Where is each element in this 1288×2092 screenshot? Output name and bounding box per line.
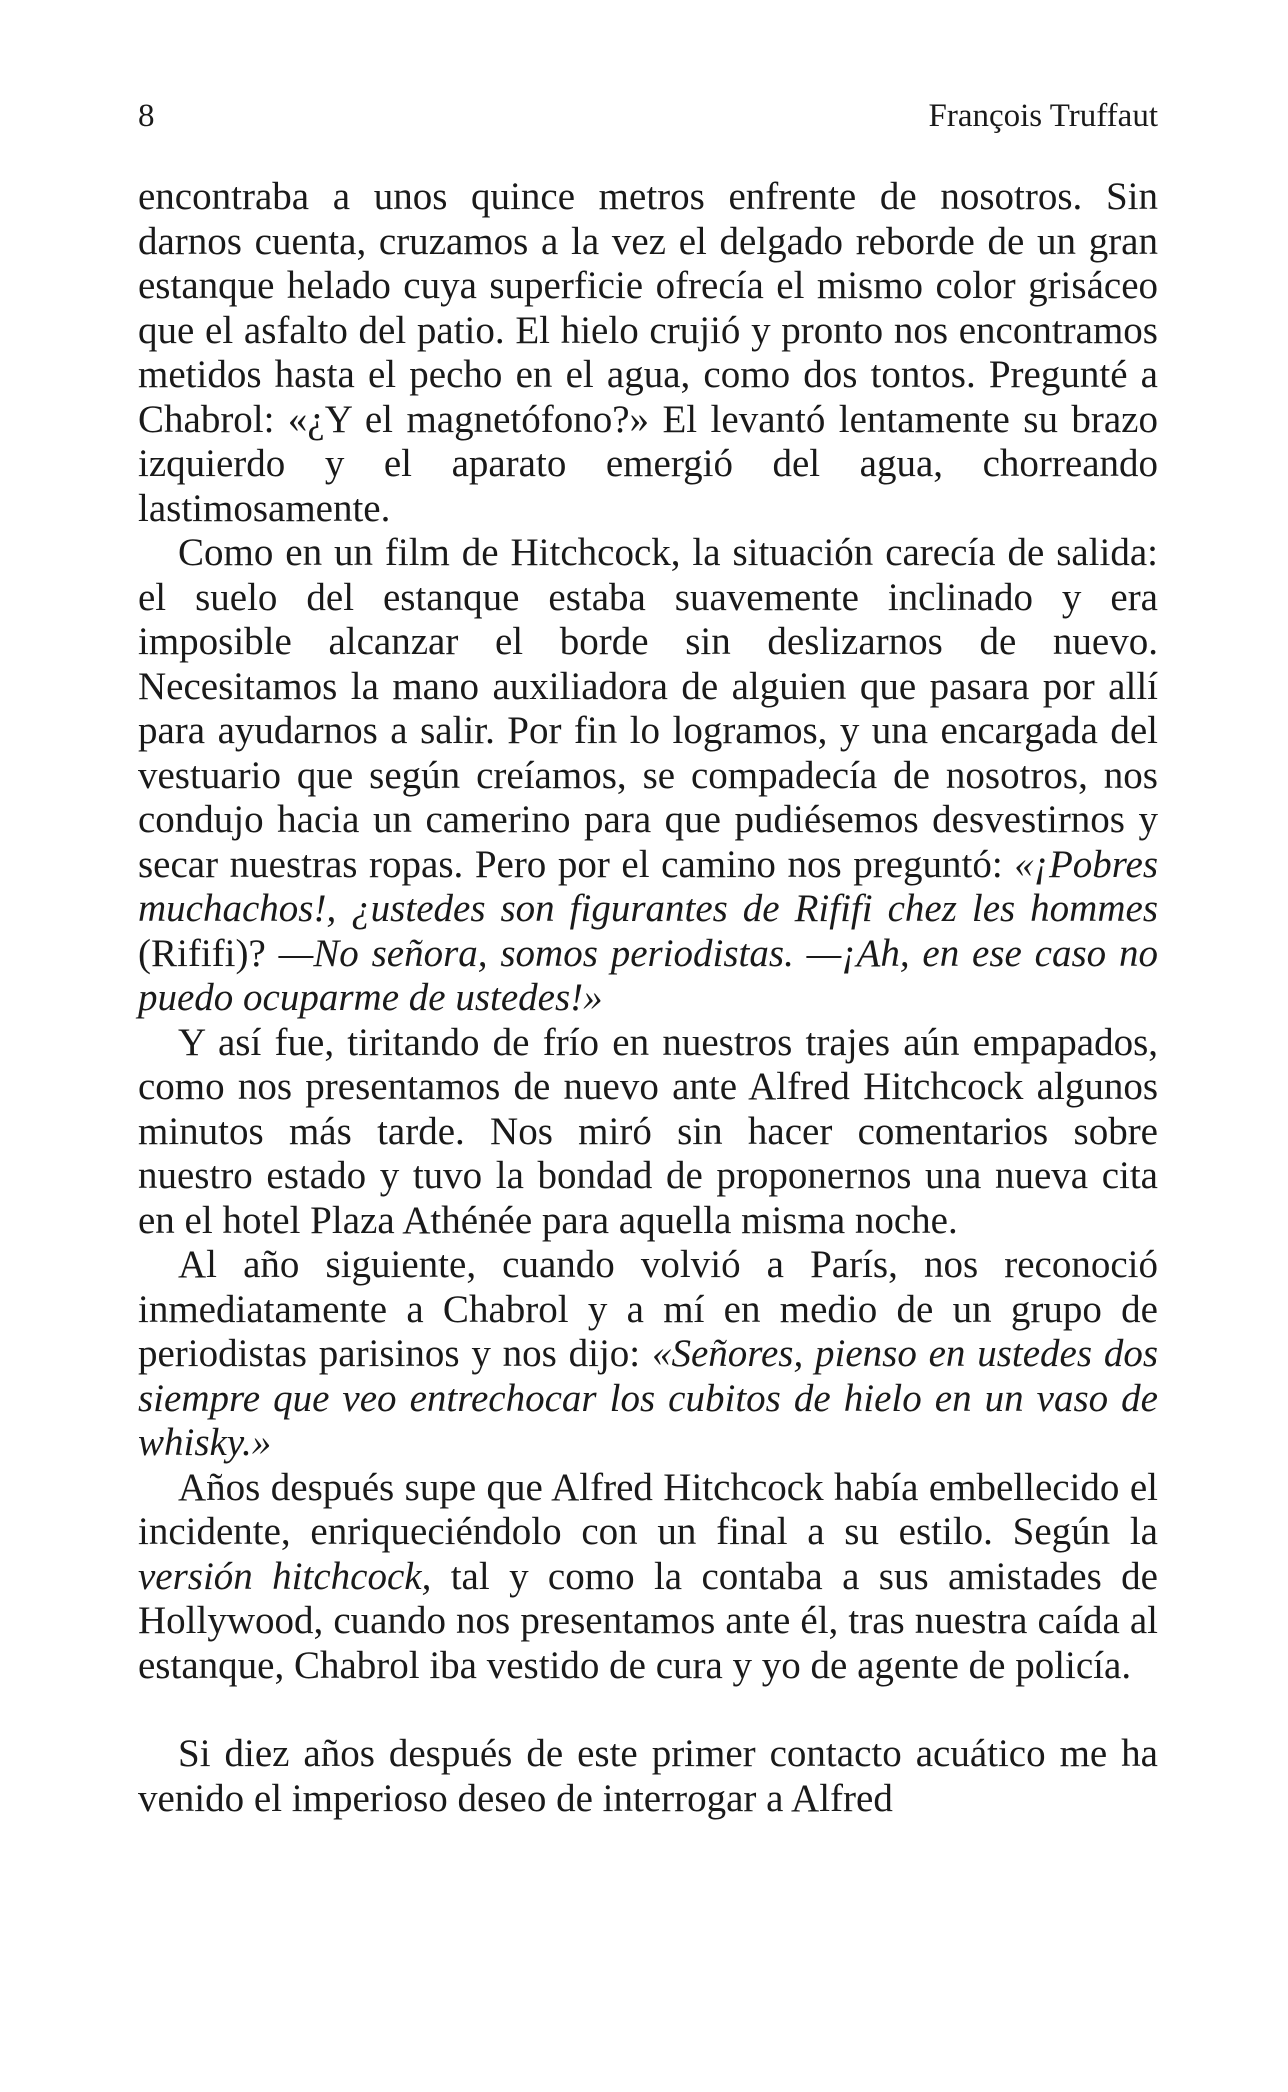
paragraph-6-text: Si diez años después de este primer contacto acuático me ha venido el imperioso deseo de interrogar a Alfred [138,1732,1158,1820]
paragraph-2 [138,531,1158,1021]
body-text [138,175,1158,1821]
paragraph-5-text-a: Años después supe que Alfred Hitchcock había embellecido el incidente, enriqueciéndolo con un final a su estilo. Según la [138,1465,1158,1553]
paragraph-2-italic-a: «¡Pobres muchachos!, ¿ustedes son figurantes de Rififi chez les hommes [138,842,1158,930]
paragraph-3 [138,1021,1158,1244]
running-title: François Truffaut [928,98,1158,134]
paragraph-1-text: encontraba a unos quince metros enfrente de nosotros. Sin darnos cuenta, cruzamos a la vez el delgado reborde de un gran estanque helado cuya superficie ofrecía el mismo color grisáceo que el asfalto del patio. El hielo crujió y pronto nos encontramos metidos hasta el pecho en el agua, como dos tontos. Pregunté a Chabrol: «¿Y el magnetófono?» El levantó lentamente su brazo izquierdo y el aparato emergió del agua, chorreando lastimosamente. [138,175,1158,530]
paragraph-5-text-b: tal y como la contaba a sus amistades de Hollywood, cuando nos presentamos ante él, tras nuestra caída al estanque, Chabrol iba vestido de cura y yo de agente de policía. [138,1554,1158,1687]
paragraph-6 [138,1732,1158,1821]
paragraph-4-text-a: Al año siguiente, cuando volvió a París, nos reconoció inmediatamente a Chabrol y a mí en medio de un grupo de periodistas parisinos y nos dijo: [138,1243,1158,1375]
paragraph-5-italic-a: versión hitchcock, [138,1554,432,1598]
running-head [138,94,1158,138]
paragraph-2-text-b: (Rififi)? [138,931,279,975]
paragraph-2-italic-b: —No señora, somos periodistas. —¡Ah, en ese caso no puedo ocuparme de ustedes!» [138,931,1158,1019]
page-number: 8 [138,98,155,134]
paragraph-4 [138,1243,1158,1466]
paragraph-4-italic-a: «Señores, pienso en ustedes dos siempre que veo entrechocar los cubitos de hielo en un vaso de whisky.» [138,1332,1158,1464]
paragraph-3-text: Y así fue, tiritando de frío en nuestros trajes aún empapados, como nos presentamos de nuevo ante Alfred Hitchcock algunos minutos más tarde. Nos miró sin hacer comentarios sobre nuestro estado y tuvo la bondad de proponernos una nueva cita en el hotel Plaza Athénée para aquella misma noche. [138,1020,1158,1242]
paragraph-1 [138,175,1158,531]
paragraph-5 [138,1466,1158,1689]
paragraph-2-text-a: Como en un film de Hitchcock, la situación carecía de salida: el suelo del estanque estaba suavemente inclinado y era imposible alcanzar el borde sin deslizarnos de nuevo. Necesitamos la mano auxiliadora de alguien que pasara por allí para ayudarnos a salir. Por fin lo logramos, y una encargada del vestuario que según creíamos, se compadecía de nosotros, nos condujo hacia un camerino para que pudiésemos desvestirnos y secar nuestras ropas. Pero por el camino nos preguntó: [138,531,1158,886]
